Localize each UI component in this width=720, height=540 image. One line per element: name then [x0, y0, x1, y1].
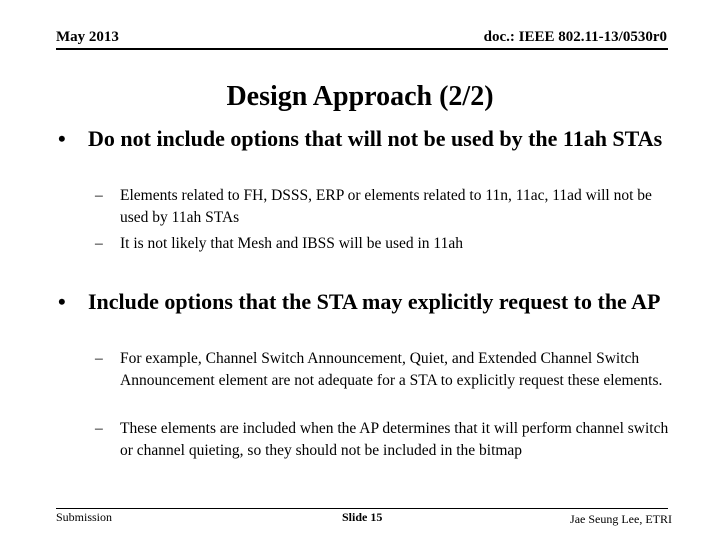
sub-bullet-text: These elements are included when the AP determines that it will perform channel switch or channel quieting, so they should not be included in the bitmap	[120, 420, 669, 459]
sub-bullet-text: It is not likely that Mesh and IBSS will be used in 11ah	[120, 235, 463, 252]
bullet-item	[58, 289, 688, 315]
sub-bullet-item	[95, 348, 680, 391]
sub-bullet-text: Elements related to FH, DSSS, ERP or elements related to 11n, 11ac, 11ad will not be used by 11ah STAs	[120, 187, 652, 226]
bullet-text: Include options that the STA may explicitly request to the AP	[88, 289, 661, 314]
slide-title: Design Approach (2/2)	[226, 81, 494, 112]
header-doc-id: doc.: IEEE 802.11-13/0530r0	[483, 29, 667, 45]
bullet-marker: •	[58, 289, 66, 314]
header-date: May 2013	[56, 29, 119, 45]
sub-bullet-marker: –	[95, 420, 103, 437]
sub-bullet-item	[95, 418, 680, 461]
footer-submission: Submission	[56, 510, 113, 524]
sub-bullet-item	[95, 233, 680, 255]
footer-slide-number: Slide 15	[342, 510, 383, 524]
bullet-item	[58, 126, 688, 152]
sub-bullet-item	[95, 185, 680, 228]
sub-bullet-marker: –	[95, 187, 103, 204]
sub-bullet-marker: –	[95, 235, 103, 252]
footer-rule	[56, 508, 668, 509]
bullet-marker: •	[58, 126, 66, 151]
bullet-text: Do not include options that will not be used by the 11ah STAs	[88, 126, 663, 151]
footer-author: Jae Seung Lee, ETRI	[570, 512, 672, 526]
header-rule	[56, 48, 668, 50]
sub-bullet-marker: –	[95, 350, 103, 367]
sub-bullet-text: For example, Channel Switch Announcement, Quiet, and Extended Channel Switch Announcement element are not adequate for a STA to explicitly request these elements.	[120, 350, 663, 389]
